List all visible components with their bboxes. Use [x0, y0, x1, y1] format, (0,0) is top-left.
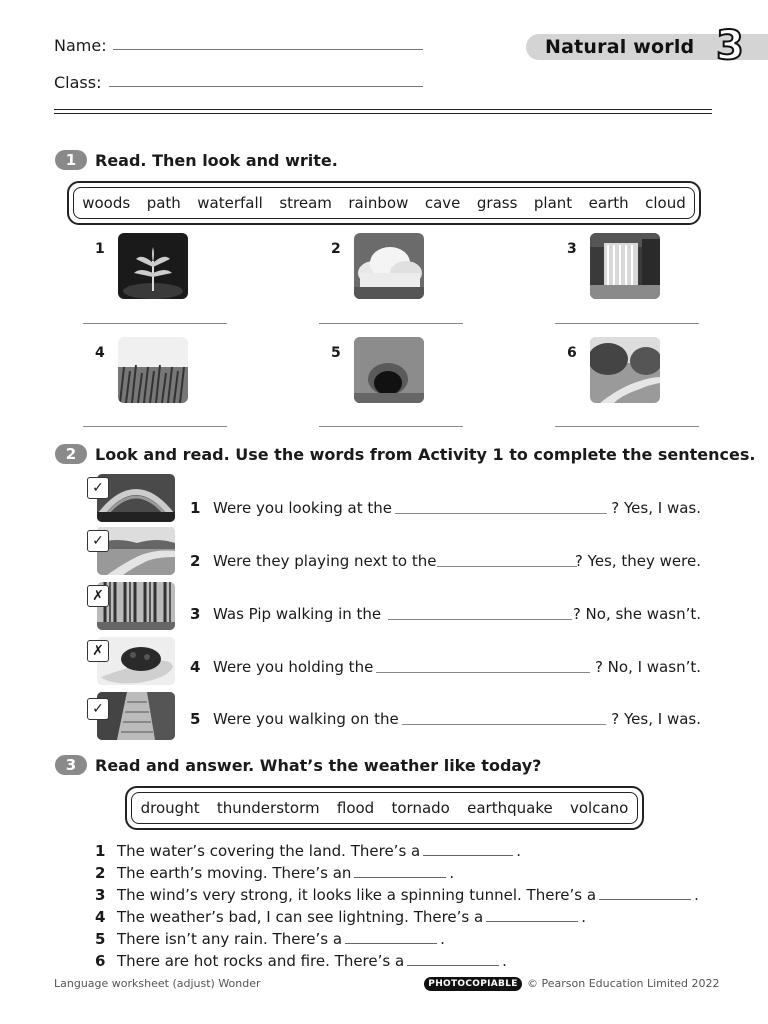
activity-3-heading: Read and answer. What’s the weather like today?: [95, 756, 542, 775]
answer-blank[interactable]: [354, 877, 446, 878]
answer-blank[interactable]: [407, 965, 499, 966]
answer-line-6[interactable]: [555, 426, 699, 427]
question-number: 6: [95, 952, 106, 970]
word-cave: cave: [424, 194, 461, 212]
full-stop: .: [581, 908, 586, 926]
word-cloud: cloud: [645, 194, 686, 212]
sentence-end: ? No, I wasn’t.: [594, 658, 701, 676]
cross-box: ✗: [87, 640, 109, 662]
question-number: 5: [95, 930, 106, 948]
activity-1-word-list: [73, 187, 695, 219]
full-stop: .: [440, 930, 445, 948]
word-rainbow: rainbow: [348, 194, 409, 212]
item-number: 1: [95, 241, 105, 257]
activity-1-number: 1: [55, 150, 87, 170]
word-thunderstorm: thunderstorm: [216, 799, 320, 817]
item-number: 6: [567, 345, 577, 361]
item-number: 4: [95, 345, 105, 361]
word-earth: earth: [588, 194, 629, 212]
plant-picture: [118, 233, 188, 299]
question-number: 4: [95, 908, 106, 926]
question-number: 2: [95, 864, 106, 882]
question-text: The water’s covering the land. There’s a: [117, 842, 421, 860]
name-label: Name:: [54, 36, 107, 55]
copyright: © Pearson Education Limited 2022: [527, 977, 720, 990]
activity-2-number: 2: [55, 444, 87, 464]
answer-blank[interactable]: [486, 921, 578, 922]
sentence-end: ? Yes, I was.: [611, 710, 701, 728]
answer-blank[interactable]: [423, 855, 513, 856]
question-row: [95, 908, 586, 926]
sentence-text: Were you looking at the: [213, 499, 392, 517]
sentence-text: Were you walking on the: [213, 710, 399, 728]
tick-box: ✓: [87, 477, 109, 499]
word-path: path: [146, 194, 181, 212]
word-volcano: volcano: [569, 799, 629, 817]
activity-2-heading: Look and read. Use the words from Activity 1 to complete the sentences.: [95, 445, 756, 464]
sentence-text: Were they playing next to the: [213, 552, 437, 570]
activity-3-word-list: [131, 792, 638, 824]
sentence-blank-2[interactable]: [437, 566, 577, 567]
answer-line-1[interactable]: [83, 323, 227, 324]
activity-1-word-box: [67, 181, 701, 225]
item-number: 5: [331, 345, 341, 361]
word-drought: drought: [140, 799, 200, 817]
question-row: [95, 886, 699, 904]
sentence-text: Was Pip walking in the: [213, 605, 382, 623]
sentence-number: 5: [190, 710, 201, 728]
answer-blank[interactable]: [599, 899, 691, 900]
sentence-end: ? No, she wasn’t.: [572, 605, 701, 623]
word-waterfall: waterfall: [197, 194, 263, 212]
question-row: [95, 930, 445, 948]
sentence-number: 3: [190, 605, 201, 623]
sentence-number: 2: [190, 552, 201, 570]
sentence-text: Were you holding the: [213, 658, 374, 676]
question-text: The wind’s very strong, it looks like a spinning tunnel. There’s a: [117, 886, 597, 904]
class-label: Class:: [54, 73, 102, 92]
question-text: The weather’s bad, I can see lightning. There’s a: [117, 908, 484, 926]
sentence-end: ? Yes, they were.: [574, 552, 701, 570]
cross-box: ✗: [87, 585, 109, 607]
question-row: [95, 864, 454, 882]
word-plant: plant: [533, 194, 573, 212]
full-stop: .: [516, 842, 522, 860]
question-number: 3: [95, 886, 106, 904]
cloud-picture: [354, 233, 424, 299]
word-grass: grass: [476, 194, 518, 212]
word-stream: stream: [279, 194, 332, 212]
question-row: [95, 842, 521, 860]
header-divider: [54, 109, 712, 110]
answer-blank[interactable]: [345, 943, 437, 944]
question-text: The earth’s moving. There’s an: [117, 864, 352, 882]
word-flood: flood: [336, 799, 375, 817]
item-number: 3: [567, 241, 577, 257]
class-line[interactable]: [109, 86, 423, 87]
sentence-blank-3[interactable]: [388, 619, 572, 620]
unit-number: 3: [716, 23, 744, 69]
answer-line-4[interactable]: [83, 426, 227, 427]
grass-picture: [118, 337, 188, 403]
cave-picture: [354, 337, 424, 403]
header-divider-2: [54, 113, 712, 114]
footer-left: Language worksheet (adjust) Wonder: [54, 977, 261, 990]
sentence-blank-1[interactable]: [395, 513, 607, 514]
worksheet-title: Natural world: [545, 36, 695, 58]
word-earthquake: earthquake: [467, 799, 553, 817]
full-stop: .: [449, 864, 455, 882]
answer-line-3[interactable]: [555, 323, 699, 324]
question-text: There isn’t any rain. There’s a: [117, 930, 343, 948]
sentence-end: ? Yes, I was.: [611, 499, 701, 517]
sentence-number: 1: [190, 499, 201, 517]
sentence-blank-5[interactable]: [402, 724, 606, 725]
sentence-number: 4: [190, 658, 201, 676]
tick-box: ✓: [87, 530, 109, 552]
activity-3-number: 3: [55, 755, 87, 775]
path-picture: [590, 337, 660, 403]
name-line[interactable]: [113, 49, 423, 50]
question-text: There are hot rocks and fire. There’s a: [117, 952, 405, 970]
photocopiable-badge: PHOTOCOPIABLE: [424, 977, 522, 991]
item-number: 2: [331, 241, 341, 257]
activity-3-word-box: [125, 786, 644, 830]
question-row: [95, 952, 507, 970]
question-number: 1: [95, 842, 106, 860]
tick-box: ✓: [87, 698, 109, 720]
full-stop: .: [694, 886, 699, 904]
sentence-blank-4[interactable]: [376, 672, 590, 673]
word-woods: woods: [82, 194, 131, 212]
answer-line-2[interactable]: [319, 323, 463, 324]
word-tornado: tornado: [391, 799, 450, 817]
waterfall-picture: [590, 233, 660, 299]
answer-line-5[interactable]: [319, 426, 463, 427]
full-stop: .: [502, 952, 507, 970]
activity-1-heading: Read. Then look and write.: [95, 151, 338, 170]
